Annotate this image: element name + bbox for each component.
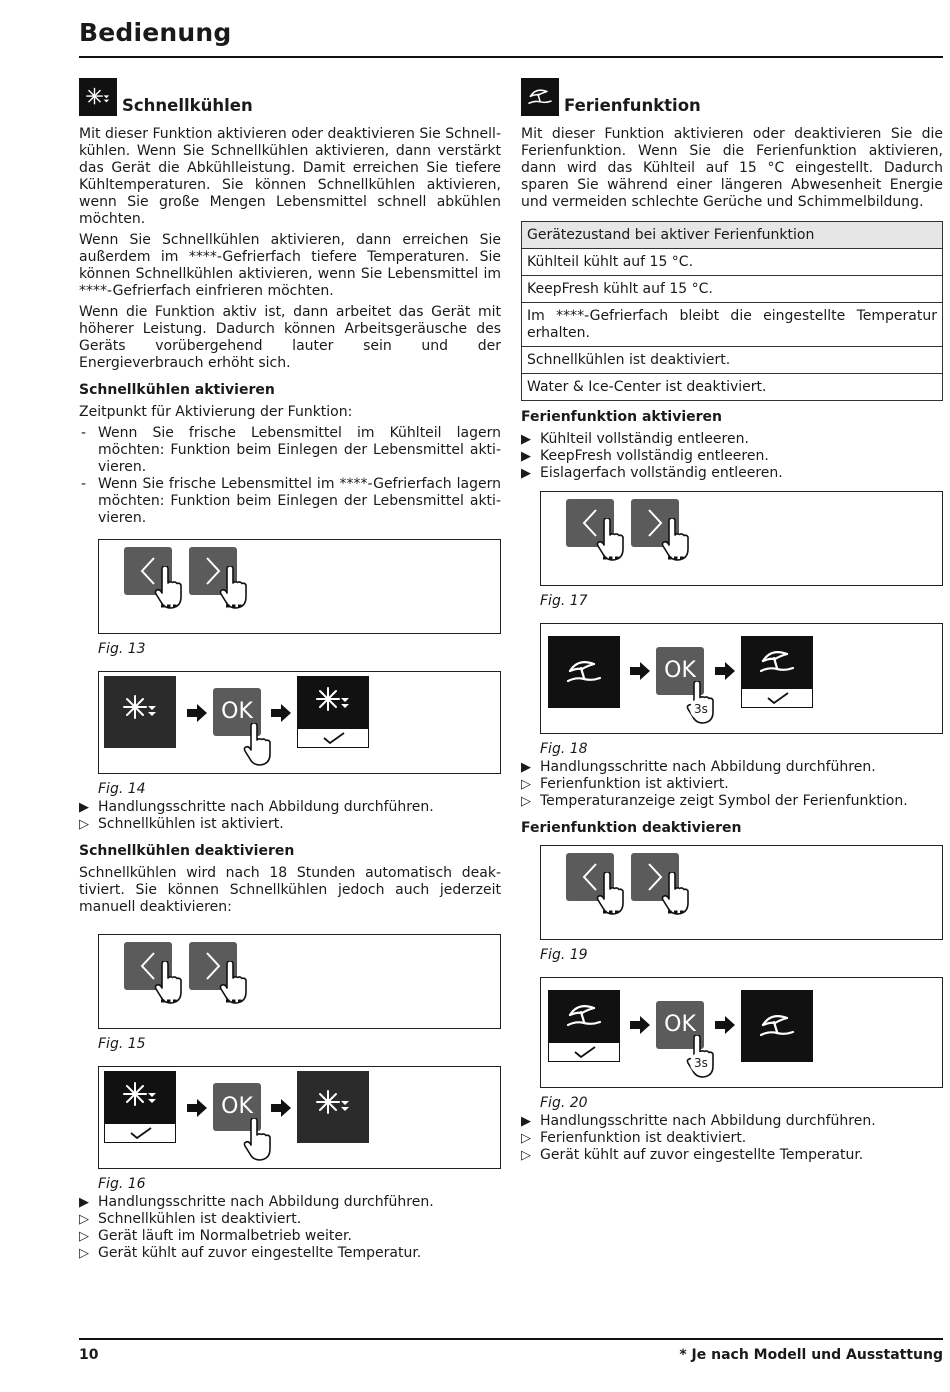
section-title: Schnellkühlen bbox=[122, 96, 253, 115]
result-step: ▷ Schnellkühlen ist deaktiviert. bbox=[79, 1211, 302, 1227]
result-marker: ▷ bbox=[521, 794, 531, 809]
display-schnellkuehlen bbox=[297, 1071, 369, 1143]
beach-umbrella-icon bbox=[757, 646, 797, 678]
arrow-right-icon bbox=[715, 1016, 735, 1034]
display-ferienfunktion bbox=[548, 636, 620, 708]
figure-activate-sequence bbox=[98, 671, 501, 774]
figure-nav-keys bbox=[98, 934, 501, 1029]
action-step: ▶ Handlungsschritte nach Abbildung durchführen. bbox=[79, 799, 434, 815]
snowflake-arrow-icon bbox=[120, 1081, 160, 1111]
subheading: Schnellkühlen aktivieren bbox=[79, 382, 275, 398]
ok-label: OK bbox=[664, 658, 696, 683]
figure-caption: Fig. 13 bbox=[98, 641, 146, 657]
body-paragraph: Schnellkühlen wird nach 18 Stunden automatisch deaktiviert. Sie können Schnellkühlen jedoch auch jederzeit manuell deaktivieren: bbox=[79, 865, 501, 915]
checkmark-field bbox=[741, 688, 813, 708]
table-row: Schnellkühlen ist deaktiviert. bbox=[522, 347, 943, 374]
intro-paragraph: Mit dieser Funktion aktivieren oder deaktivieren Sie die Ferienfunktion. Wenn Sie die Ferienfunktion aktivieren, dann wird das Kühlteil auf 15 °C eingestellt. Dadurch sparen Sie während einer längeren Abwesenheit Energie und vermeiden schlechte Gerüche und Schimmelbildung. bbox=[521, 126, 943, 210]
step-list bbox=[521, 759, 943, 810]
tap-dots-icon bbox=[668, 909, 686, 915]
checkmark-icon bbox=[322, 731, 346, 745]
result-step: ▷ Gerät kühlt auf zuvor eingestellte Temperatur. bbox=[521, 1147, 864, 1163]
result-step: ▷ Gerät kühlt auf zuvor eingestellte Temperatur. bbox=[79, 1245, 422, 1261]
subheading: Schnellkühlen deaktivieren bbox=[79, 843, 295, 859]
figure-nav-keys bbox=[540, 491, 943, 586]
checkmark-icon bbox=[129, 1126, 153, 1140]
beach-umbrella-icon bbox=[564, 656, 604, 688]
step-list bbox=[521, 1113, 943, 1164]
figure-deactivate-sequence bbox=[98, 1066, 501, 1169]
figure-nav-keys bbox=[540, 845, 943, 940]
arrow-right-icon bbox=[187, 1099, 207, 1117]
snowflake-arrow-icon bbox=[313, 1089, 353, 1119]
step-list bbox=[79, 799, 501, 833]
section-ferienfunktion bbox=[521, 74, 943, 1164]
dash-list bbox=[79, 425, 501, 527]
snowflake-arrow-icon bbox=[313, 686, 353, 716]
figure-caption: Fig. 14 bbox=[98, 781, 146, 797]
action-marker: ▶ bbox=[521, 466, 531, 481]
page-title: Bedienung bbox=[79, 18, 232, 47]
display-schnellkuehlen bbox=[104, 676, 176, 748]
footer-divider bbox=[79, 1338, 943, 1340]
result-marker: ▷ bbox=[521, 777, 531, 792]
figure-nav-keys bbox=[98, 539, 501, 634]
beach-umbrella-icon bbox=[521, 78, 559, 116]
result-marker: ▷ bbox=[79, 1212, 89, 1227]
tap-dots-icon bbox=[226, 998, 244, 1004]
lead-text: Zeitpunkt für Aktivierung der Funktion: bbox=[79, 404, 353, 420]
subheading: Ferienfunktion aktivieren bbox=[521, 409, 722, 425]
action-step: ▶ KeepFresh vollständig entleeren. bbox=[521, 448, 769, 464]
figure-caption: Fig. 20 bbox=[540, 1095, 588, 1111]
tap-dots-icon bbox=[603, 555, 621, 561]
display-schnellkuehlen-active bbox=[104, 1071, 176, 1123]
action-marker: ▶ bbox=[521, 1114, 531, 1129]
hand-icon bbox=[243, 723, 273, 767]
checkmark-field bbox=[548, 1042, 620, 1062]
action-marker: ▶ bbox=[79, 800, 89, 815]
figure-caption: Fig. 18 bbox=[540, 741, 588, 757]
checkmark-field bbox=[297, 728, 369, 748]
action-marker: ▶ bbox=[79, 1195, 89, 1210]
tap-dots-icon bbox=[668, 555, 686, 561]
section-title: Ferienfunktion bbox=[564, 96, 701, 115]
result-marker: ▷ bbox=[79, 1229, 89, 1244]
arrow-right-icon bbox=[271, 704, 291, 722]
arrow-right-icon bbox=[630, 662, 650, 680]
section-heading bbox=[79, 74, 501, 116]
title-divider bbox=[79, 56, 943, 58]
result-step: ▷ Gerät läuft im Normalbetrieb weiter. bbox=[79, 1228, 352, 1244]
action-marker: ▶ bbox=[521, 760, 531, 775]
list-item: - Wenn Sie frische Lebensmittel im ****-Gefrierfach lagern möchten: Funktion beim Einlegen der Lebensmittel aktivieren. bbox=[79, 476, 501, 527]
hold-duration-label: 3s bbox=[690, 698, 712, 720]
table-row: Water & Ice-Center ist deaktiviert. bbox=[522, 374, 943, 401]
figure-caption: Fig. 16 bbox=[98, 1176, 146, 1192]
list-item: - Wenn Sie frische Lebensmittel im Kühlteil lagern möchten: Funktion beim Einlegen der Lebensmittel aktivieren. bbox=[79, 425, 501, 476]
display-ferienfunktion bbox=[741, 990, 813, 1062]
table-row: KeepFresh kühlt auf 15 °C. bbox=[522, 276, 943, 303]
beach-umbrella-icon bbox=[564, 1000, 604, 1032]
hold-duration-label: 3s bbox=[690, 1052, 712, 1074]
figure-caption: Fig. 17 bbox=[540, 593, 588, 609]
arrow-right-icon bbox=[271, 1099, 291, 1117]
table-row: Im ****-Gefrierfach bleibt die eingestellte Temperatur erhalten. bbox=[522, 303, 943, 347]
prep-step-list bbox=[521, 431, 943, 482]
section-schnellkuehlen bbox=[79, 74, 501, 1262]
checkmark-icon bbox=[573, 1045, 597, 1059]
result-step: ▷ Temperaturanzeige zeigt Symbol der Ferienfunktion. bbox=[521, 793, 908, 809]
table-header: Gerätezustand bei aktiver Ferienfunktion bbox=[522, 222, 943, 249]
action-step: ▶ Kühlteil vollständig entleeren. bbox=[521, 431, 749, 447]
result-step: ▷ Ferienfunktion ist aktiviert. bbox=[521, 776, 729, 792]
page-number: 10 bbox=[79, 1347, 99, 1363]
display-schnellkuehlen-active bbox=[297, 676, 369, 728]
result-step: ▷ Schnellkühlen ist aktiviert. bbox=[79, 816, 284, 832]
result-marker: ▷ bbox=[79, 817, 89, 832]
result-marker: ▷ bbox=[521, 1131, 531, 1146]
action-step: ▶ Eislagerfach vollständig entleeren. bbox=[521, 465, 783, 481]
figure-caption: Fig. 15 bbox=[98, 1036, 146, 1052]
tap-dots-icon bbox=[161, 998, 179, 1004]
ok-label: OK bbox=[221, 699, 253, 724]
action-step: ▶ Handlungsschritte nach Abbildung durchführen. bbox=[521, 1113, 876, 1129]
footnote: * Je nach Modell und Ausstattung bbox=[679, 1347, 943, 1363]
section-heading bbox=[521, 74, 943, 116]
state-table bbox=[521, 221, 943, 401]
display-ferienfunktion-active bbox=[741, 636, 813, 688]
figure-activate-sequence bbox=[540, 623, 943, 734]
snowflake-arrow-icon bbox=[120, 694, 160, 724]
action-marker: ▶ bbox=[521, 432, 531, 447]
figure-deactivate-sequence bbox=[540, 977, 943, 1088]
arrow-right-icon bbox=[715, 662, 735, 680]
tap-dots-icon bbox=[161, 603, 179, 609]
action-step: ▶ Handlungsschritte nach Abbildung durchführen. bbox=[521, 759, 876, 775]
result-marker: ▷ bbox=[79, 1246, 89, 1261]
intro-paragraph: Wenn die Funktion aktiv ist, dann arbeitet das Gerät mit höherer Leistung. Dadurch können Arbeitsgeräusche des Geräts vorübergehend lauter sein und der Energieverbrauch erhöht sich. bbox=[79, 304, 501, 371]
hand-icon bbox=[243, 1118, 273, 1162]
action-marker: ▶ bbox=[521, 449, 531, 464]
beach-umbrella-icon bbox=[757, 1010, 797, 1042]
ok-label: OK bbox=[664, 1012, 696, 1037]
checkmark-icon bbox=[766, 691, 790, 705]
figure-caption: Fig. 19 bbox=[540, 947, 588, 963]
result-marker: ▷ bbox=[521, 1148, 531, 1163]
subheading: Ferienfunktion deaktivieren bbox=[521, 820, 742, 836]
snowflake-arrow-icon bbox=[79, 78, 117, 116]
action-step: ▶ Handlungsschritte nach Abbildung durchführen. bbox=[79, 1194, 434, 1210]
result-step: ▷ Ferienfunktion ist deaktiviert. bbox=[521, 1130, 747, 1146]
tap-dots-icon bbox=[603, 909, 621, 915]
table-row: Kühlteil kühlt auf 15 °C. bbox=[522, 249, 943, 276]
tap-dots-icon bbox=[226, 603, 244, 609]
arrow-right-icon bbox=[187, 704, 207, 722]
step-list bbox=[79, 1194, 501, 1262]
intro-paragraph: Mit dieser Funktion aktivieren oder deaktivieren Sie Schnellkühlen. Wenn Sie Schnellkühlen aktivieren, dann verstärkt das Gerät die Abkühlleistung. Damit erreichen Sie tiefere Kühltemperaturen. Sie können Schnellkühlen aktivieren, wenn Sie große Mengen Lebensmittel schnell abkühlen möchten. bbox=[79, 126, 501, 227]
ok-label: OK bbox=[221, 1094, 253, 1119]
arrow-right-icon bbox=[630, 1016, 650, 1034]
intro-paragraph: Wenn Sie Schnellkühlen aktivieren, dann erreichen Sie außerdem im ****-Gefrierfach tiefere Temperaturen. Sie können Schnellkühlen aktivieren, wenn Sie Lebensmittel im ****-Gefrierfach einfrieren möchten. bbox=[79, 232, 501, 299]
checkmark-field bbox=[104, 1123, 176, 1143]
display-ferienfunktion-active bbox=[548, 990, 620, 1042]
